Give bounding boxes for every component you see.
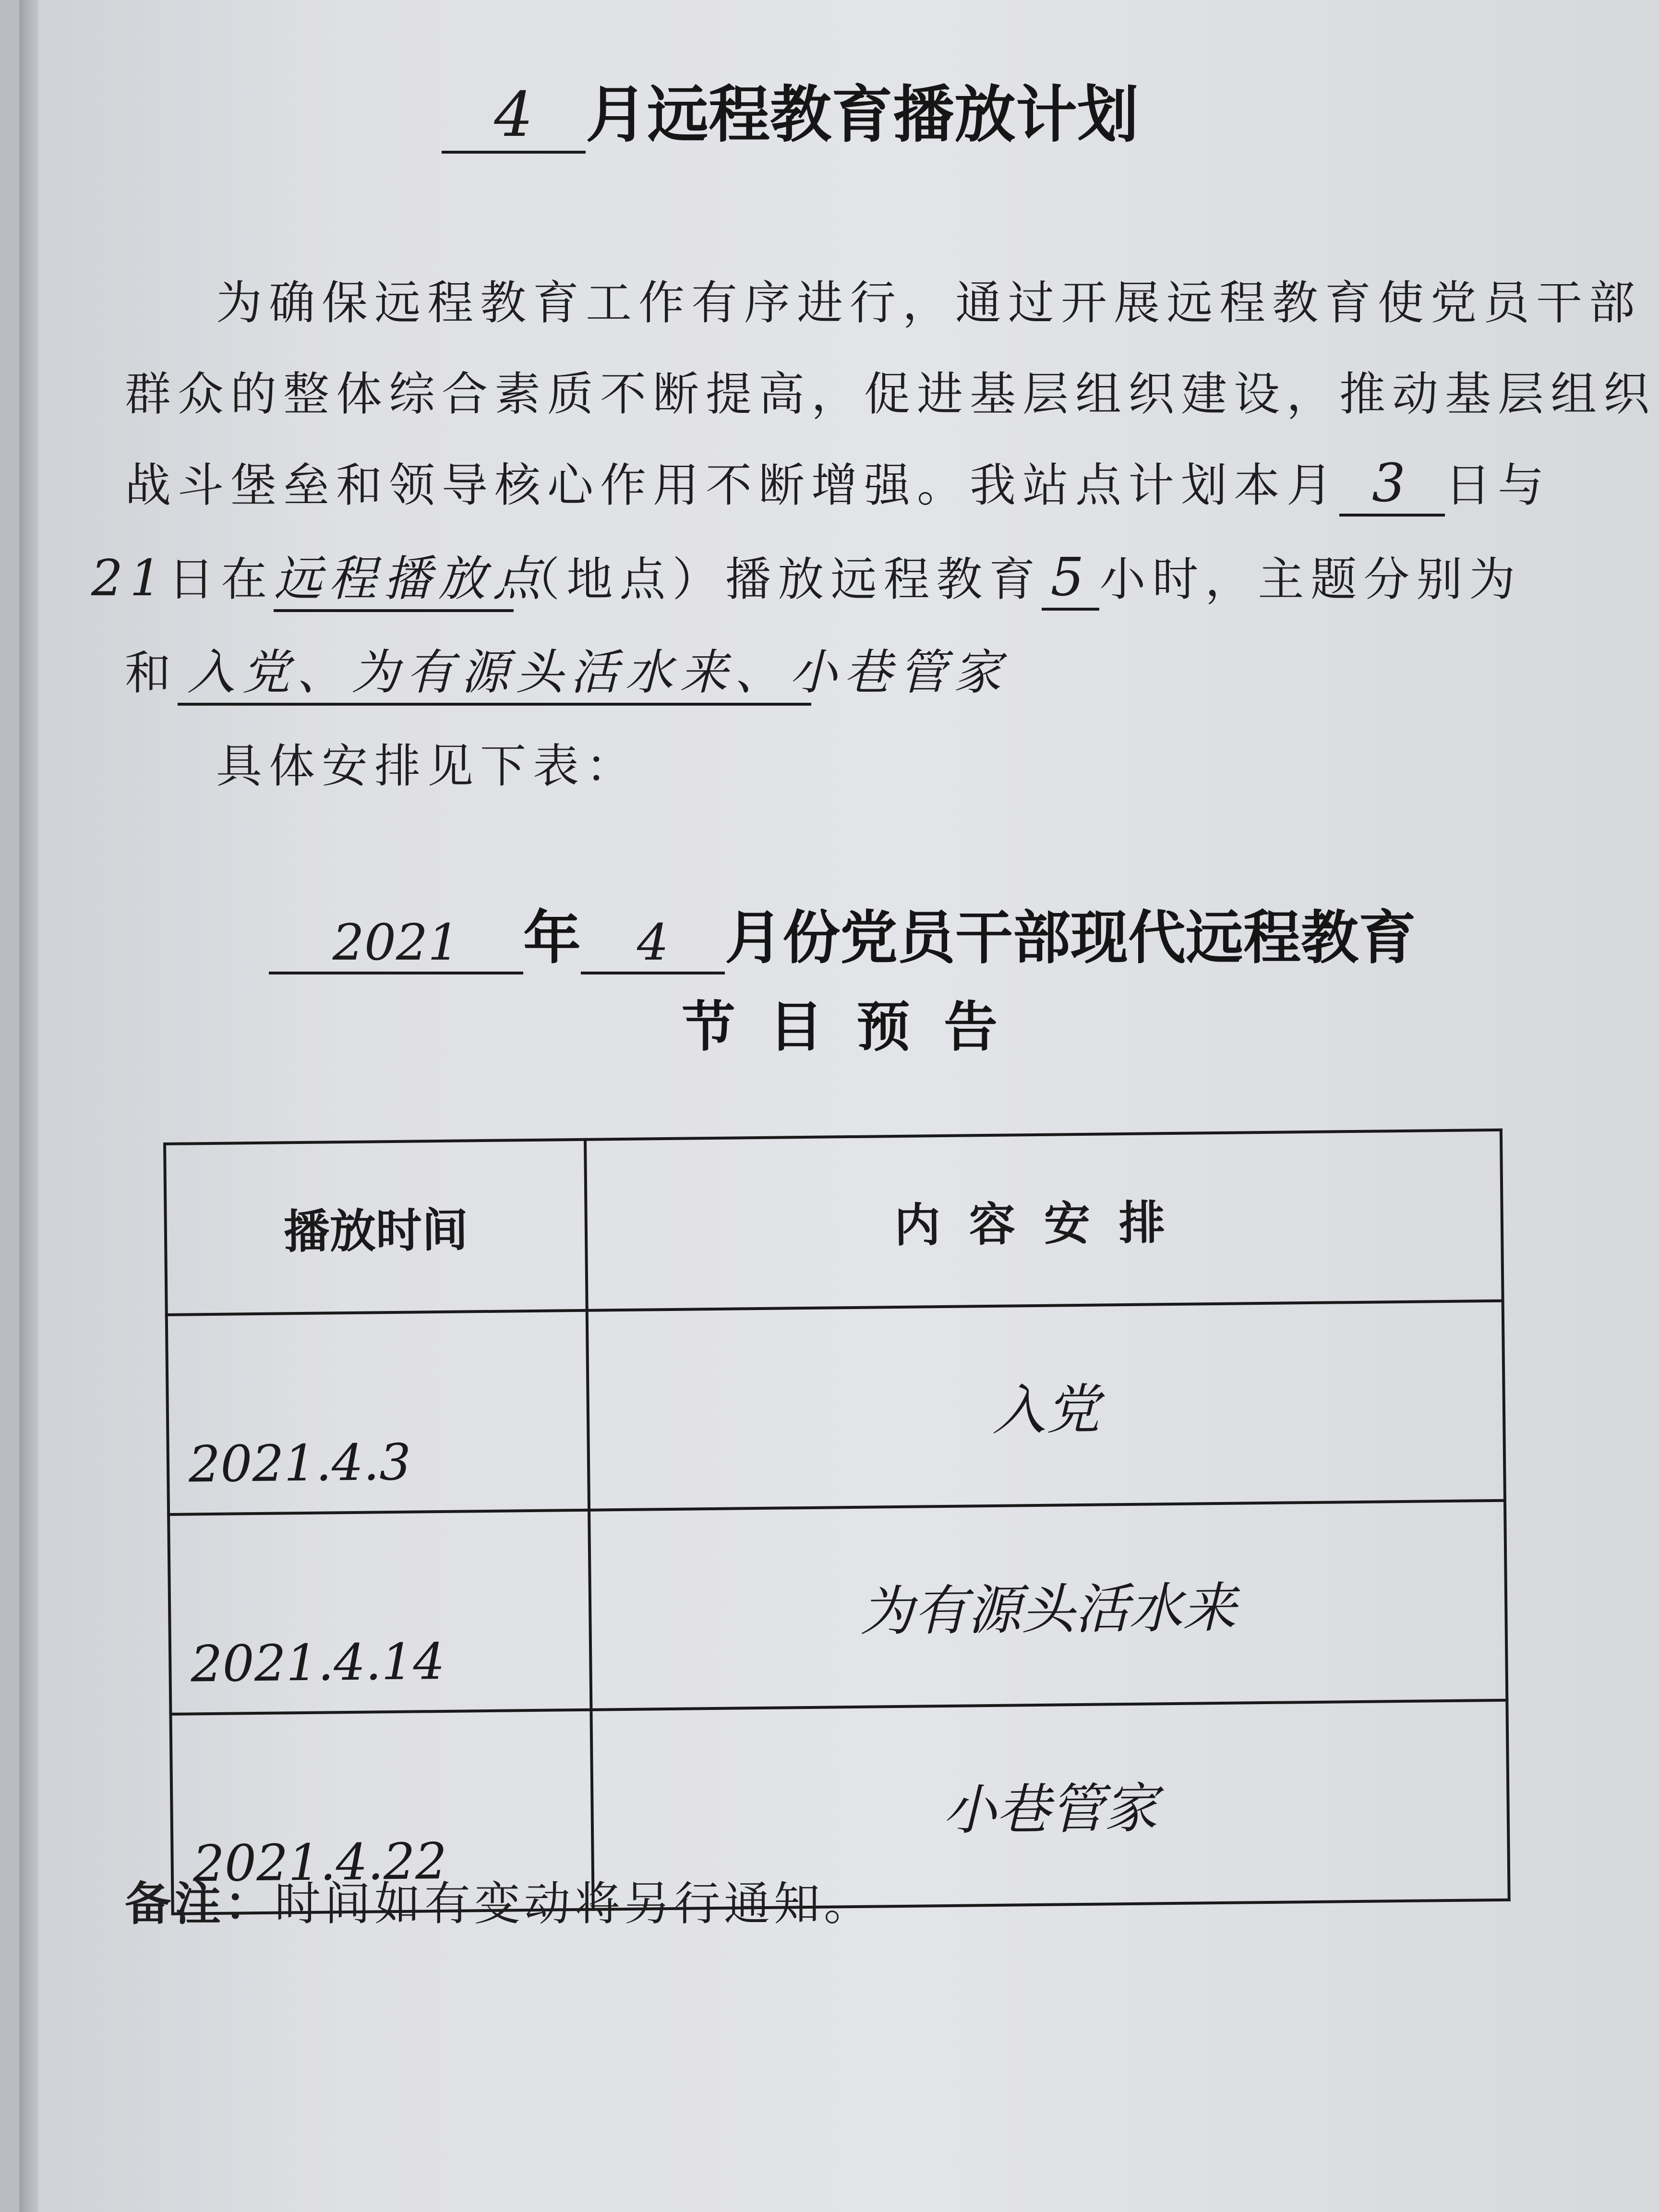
schedule-subheading: 节目预告 [682,996,1031,1058]
column-header-time: 播放时间 [165,1140,587,1315]
intro-line-4-a: 日在 [168,553,274,606]
row-content: 小巷管家 [591,1700,1509,1910]
intro-line-4 [91,540,1522,612]
intro-line-4-c: 小时，主题分别为 [1099,553,1522,606]
intro-line-1: 为确保远程教育工作有序进行，通过开展远程教育使党员干部 [216,276,1642,330]
document-page [19,0,1659,2212]
table-row [168,1501,1507,1714]
row-date: 2021.4.14 [168,1510,591,1714]
schedule-month-blank: 4 [581,913,725,974]
table-header-row [165,1130,1503,1315]
footnote-label: 备注： [125,1877,275,1931]
intro-line-5-text: 和 [125,646,178,700]
year-blank: 2021 [269,913,523,974]
intro-line-4-b: （地点）播放远程教育 [514,553,1042,606]
page-edge [19,0,38,2212]
intro-line-2: 群众的整体综合素质不断提高，促进基层组织建设，推动基层组织 [125,367,1656,421]
intro-line-3 [125,449,1551,517]
title-month-blank: 4 [442,79,586,154]
page-title [442,62,1258,154]
row-date: 2021.4.3 [167,1310,589,1515]
row-content: 入党 [587,1301,1505,1510]
column-header-content: 内容安排 [585,1130,1503,1310]
schedule-heading-text: 月份党员干部现代远程教育 [725,905,1416,972]
intro-line-6: 具体安排见下表： [216,739,638,793]
location-blank: 远程播放点 [274,540,514,612]
footnote-text: 时间如有变动将另行通知。 [275,1877,874,1931]
intro-line-3-text: 战斗堡垒和领导核心作用不断增强。我站点计划本月 [125,458,1339,512]
schedule-table [163,1129,1511,1915]
hours-blank: 5 [1042,546,1099,611]
day1-blank: 3 [1339,452,1445,517]
table-row [167,1301,1505,1515]
row-date: 2021.4.22 [170,1710,593,1914]
row-content: 为有源头活水来 [589,1501,1507,1710]
intro-line-3-end: 日与 [1445,458,1551,512]
intro-line-5 [125,634,1008,706]
footnote [125,1867,874,1933]
year-suffix: 年 [523,905,581,972]
title-text: 月远程教育播放计划 [586,79,1139,151]
schedule-heading [269,893,1469,974]
day2-value: 21 [91,549,168,607]
topics-blank: 入党、为有源头活水来、小巷管家 [178,634,811,706]
